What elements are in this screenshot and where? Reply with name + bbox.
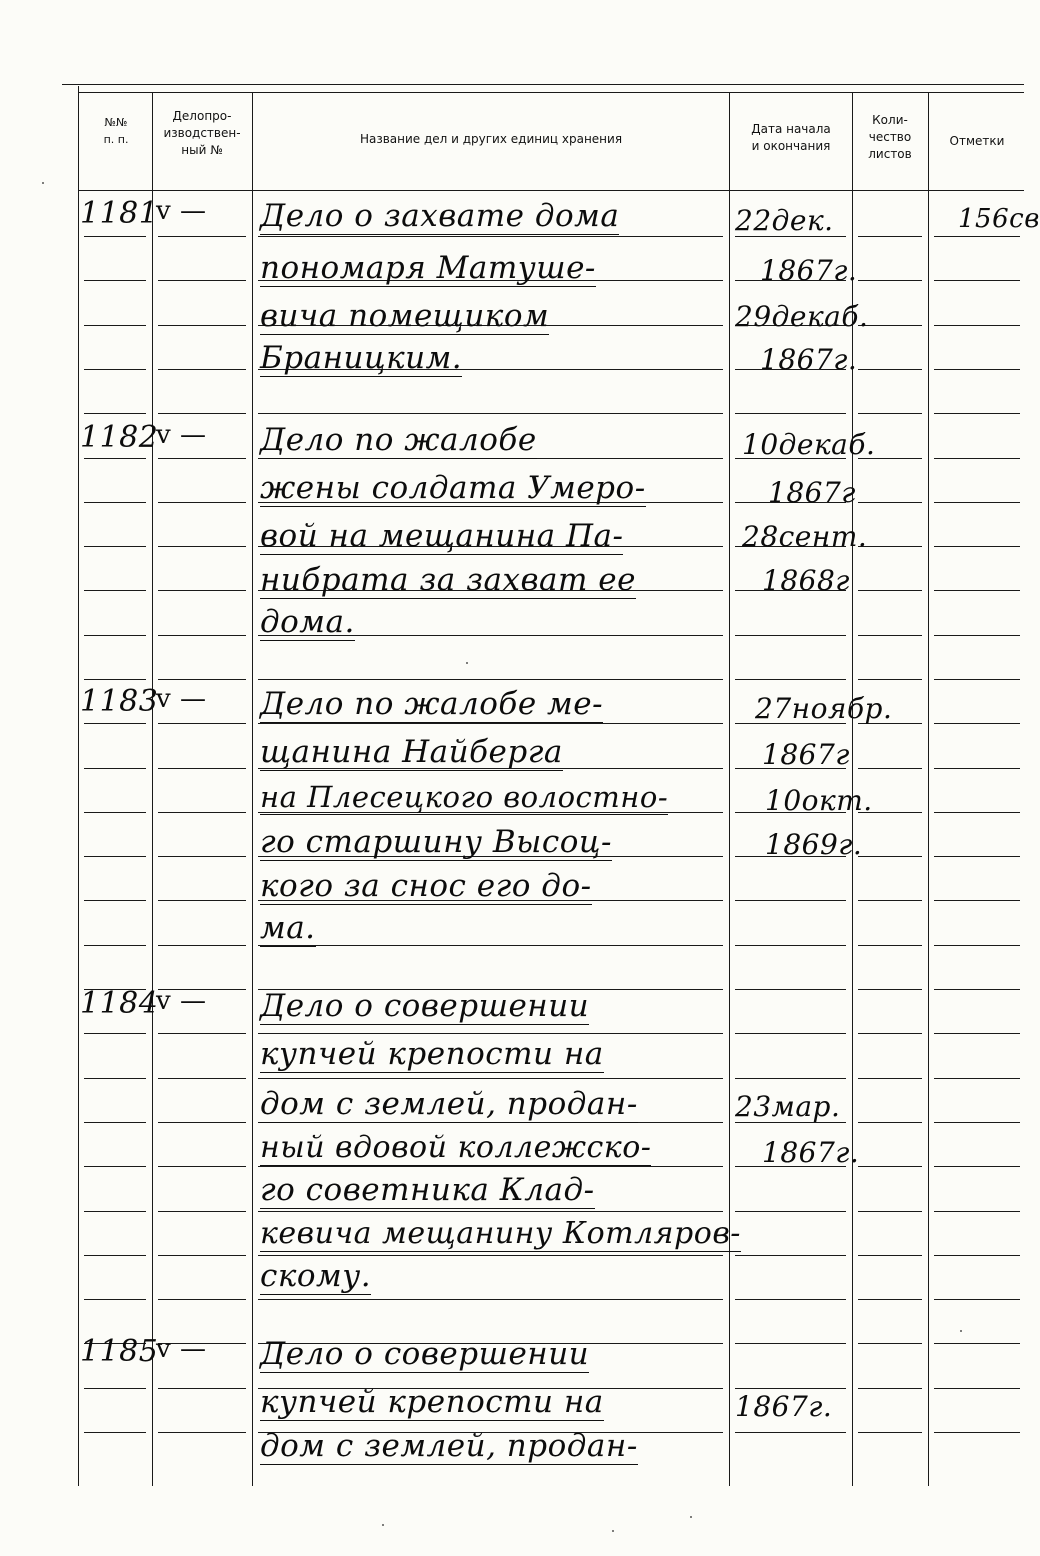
ruled-line	[258, 1255, 723, 1256]
record-date: 10декаб.	[742, 428, 876, 461]
ruled-line	[858, 768, 922, 769]
record-date: 22дек.	[735, 204, 834, 237]
ruled-line	[858, 635, 922, 636]
ruled-line	[158, 1388, 246, 1389]
record-title-line: го советника Клад-	[260, 1172, 595, 1208]
ruled-line	[735, 1078, 846, 1079]
record-number: 1181	[80, 196, 159, 231]
ruled-line	[858, 369, 922, 370]
ruled-line	[158, 812, 246, 813]
ruled-line	[258, 413, 723, 414]
ruled-line	[934, 1033, 1020, 1034]
ruled-line	[858, 679, 922, 680]
ruled-line	[934, 1122, 1020, 1123]
ruled-line	[858, 1211, 922, 1212]
ruled-line	[858, 590, 922, 591]
ruled-line	[158, 723, 246, 724]
ruled-line	[84, 856, 146, 857]
ruled-line	[735, 945, 846, 946]
ruled-line	[934, 768, 1020, 769]
ruled-line	[934, 1299, 1020, 1300]
ruled-line	[158, 768, 246, 769]
ruled-line	[158, 369, 246, 370]
scan-speck	[42, 182, 44, 184]
ruled-line	[735, 1343, 846, 1344]
ruled-line	[934, 369, 1020, 370]
record-title-line: ный вдовой коллежско-	[260, 1130, 652, 1165]
record-title-line: Дело о захвате дома	[260, 198, 620, 234]
record-date: 10окт.	[765, 784, 873, 817]
ruled-line	[934, 1343, 1020, 1344]
record-date: 28сент.	[742, 520, 868, 553]
ruled-line	[858, 1078, 922, 1079]
col-divider-5	[928, 92, 929, 1486]
record-title-line: ма.	[260, 910, 316, 946]
ruled-line	[84, 1432, 146, 1433]
header-bottom-border	[78, 190, 1024, 191]
ruled-line	[858, 1299, 922, 1300]
ruled-line	[858, 1166, 922, 1167]
ruled-line	[158, 590, 246, 591]
record-title-line: дома.	[260, 604, 355, 640]
ruled-line	[84, 723, 146, 724]
record-title-line: нибрата за захват ее	[260, 562, 636, 598]
ruled-line	[84, 1122, 146, 1123]
ruled-line	[158, 502, 246, 503]
record-number: 1185	[80, 1334, 159, 1369]
ruled-line	[934, 458, 1020, 459]
ruled-line	[84, 236, 146, 237]
record-date: 1869г.	[765, 828, 863, 861]
ruled-line	[858, 1343, 922, 1344]
ruled-line	[158, 546, 246, 547]
ruled-line	[158, 1255, 246, 1256]
col-divider-2	[252, 92, 253, 1486]
record-title-line: жены солдата Умеро-	[260, 470, 646, 506]
record-date: 1868г	[762, 564, 850, 597]
record-number: 1182	[80, 420, 159, 455]
record-title-line: пономаря Матуше-	[260, 250, 596, 286]
ruled-line	[84, 369, 146, 370]
ruled-line	[84, 768, 146, 769]
ruled-line	[84, 1078, 146, 1079]
ruled-line	[934, 1255, 1020, 1256]
record-number: 1184	[80, 986, 159, 1021]
header-col-office-number: Делопро- изводствен- ный №	[163, 109, 241, 157]
ruled-line	[158, 1033, 246, 1034]
ruled-line	[84, 458, 146, 459]
header-col-number: №№ п. п.	[103, 116, 129, 146]
ruled-line	[158, 325, 246, 326]
ruled-line	[258, 1166, 723, 1167]
ruled-line	[735, 635, 846, 636]
ruled-line	[934, 1211, 1020, 1212]
ruled-line	[84, 502, 146, 503]
ruled-line	[258, 1299, 723, 1300]
scan-speck	[612, 1530, 614, 1532]
col-divider-3	[729, 92, 730, 1486]
record-number: 1183	[80, 684, 159, 719]
record-title-line: вича помещиком	[260, 298, 550, 334]
record-title-line: дом с землей, продан-	[260, 1086, 638, 1122]
ruled-line	[258, 1211, 723, 1212]
ruled-line	[84, 413, 146, 414]
record-office-mark: v —	[156, 420, 207, 450]
ruled-line	[84, 325, 146, 326]
ruled-line	[258, 679, 723, 680]
ruled-line	[735, 1211, 846, 1212]
ruled-line	[158, 413, 246, 414]
record-title-line: на Плесецкого волостно-	[260, 780, 669, 814]
record-title-line: кевича мещанину Котляров-	[260, 1216, 741, 1251]
ruled-line	[934, 325, 1020, 326]
record-title-line: купчей крепости на	[260, 1036, 604, 1072]
ruled-line	[158, 1432, 246, 1433]
ruled-line	[84, 635, 146, 636]
scan-speck	[382, 1524, 384, 1526]
record-title-line: Дело о совершении	[260, 988, 590, 1024]
ruled-line	[934, 1166, 1020, 1167]
ruled-line	[258, 945, 723, 946]
ruled-line	[858, 856, 922, 857]
ruled-line	[934, 900, 1020, 901]
record-office-mark: v —	[156, 1334, 207, 1364]
ruled-line	[84, 546, 146, 547]
ruled-line	[934, 590, 1020, 591]
ruled-line	[858, 945, 922, 946]
ruled-line	[84, 900, 146, 901]
ruled-line	[158, 679, 246, 680]
ruled-line	[158, 856, 246, 857]
header-col-sheets: Коли- чество листов	[868, 113, 912, 161]
record-date: 1867г.	[760, 343, 858, 376]
ruled-line	[158, 1166, 246, 1167]
scan-speck	[466, 662, 468, 664]
ruled-line	[158, 458, 246, 459]
ruled-line	[934, 945, 1020, 946]
header-col-title: Название дел и других единиц хранения	[359, 132, 623, 146]
header-col-dates: Дата начала и окончания	[751, 122, 831, 153]
ruled-line	[735, 413, 846, 414]
ruled-line	[84, 1033, 146, 1034]
ruled-line	[858, 236, 922, 237]
ruled-line	[858, 1033, 922, 1034]
ruled-line	[158, 1299, 246, 1300]
ruled-line	[158, 280, 246, 281]
record-title-line: скому.	[260, 1258, 372, 1294]
ruled-line	[158, 1078, 246, 1079]
ruled-line	[934, 1432, 1020, 1433]
table-top-border-inner	[78, 92, 1024, 93]
ruled-line	[735, 1255, 846, 1256]
ruled-line	[858, 413, 922, 414]
record-title-line: щанина Найберга	[260, 734, 563, 770]
record-title-line: кого за снос его до-	[260, 868, 592, 904]
ruled-line	[858, 1122, 922, 1123]
ruled-line	[735, 1299, 846, 1300]
ruled-line	[84, 1166, 146, 1167]
ruled-line	[84, 1299, 146, 1300]
record-date: 1867г.	[735, 1390, 833, 1423]
ruled-line	[858, 1388, 922, 1389]
ruled-line	[735, 900, 846, 901]
ruled-line	[735, 989, 846, 990]
ruled-line	[858, 900, 922, 901]
ruled-line	[84, 280, 146, 281]
ruled-line	[934, 635, 1020, 636]
ruled-line	[858, 989, 922, 990]
ruled-line	[158, 945, 246, 946]
record-office-mark: v —	[156, 986, 207, 1016]
ruled-line	[158, 635, 246, 636]
ruled-line	[84, 590, 146, 591]
scan-speck	[690, 1516, 692, 1518]
left-border	[78, 86, 79, 1486]
ruled-line	[934, 546, 1020, 547]
ruled-line	[158, 236, 246, 237]
record-date: 29декаб.	[735, 300, 869, 333]
record-title-line: вой на мещанина Па-	[260, 518, 624, 554]
record-office-mark: v —	[156, 684, 207, 714]
ruled-line	[735, 679, 846, 680]
record-title-line: го старшину Высоц-	[260, 824, 613, 860]
ruled-line	[735, 1033, 846, 1034]
record-date: 1867г.	[762, 1136, 860, 1169]
ruled-line	[934, 812, 1020, 813]
ruled-line	[934, 280, 1020, 281]
record-title-line: Дело по жалобе	[260, 422, 537, 458]
ruled-line	[934, 723, 1020, 724]
ruled-line	[158, 1211, 246, 1212]
ruled-line	[934, 679, 1020, 680]
record-title-line: Дело по жалобе ме-	[260, 686, 604, 722]
ruled-line	[258, 723, 723, 724]
record-title-line: купчей крепости на	[260, 1384, 604, 1420]
ruled-line	[735, 1388, 846, 1389]
ruled-line	[934, 236, 1020, 237]
ruled-line	[858, 502, 922, 503]
record-title-line: Дело о совершении	[260, 1336, 590, 1372]
ruled-line	[858, 280, 922, 281]
ruled-line	[258, 236, 723, 237]
ruled-line	[735, 1432, 846, 1433]
ruled-line	[84, 1388, 146, 1389]
ruled-line	[934, 413, 1020, 414]
col-divider-1	[152, 92, 153, 1486]
ruled-line	[934, 1078, 1020, 1079]
record-office-mark: v —	[156, 196, 207, 226]
record-title-line: дом с землей, продан-	[260, 1428, 638, 1464]
ruled-line	[84, 812, 146, 813]
ruled-line	[858, 1432, 922, 1433]
ruled-line	[258, 1033, 723, 1034]
ruled-line	[84, 1211, 146, 1212]
record-date: 1867г.	[760, 254, 858, 287]
ruled-line	[934, 989, 1020, 990]
header-col-notes: Отметки	[949, 134, 1005, 148]
ruled-line	[84, 679, 146, 680]
ruled-line	[934, 502, 1020, 503]
ruled-line	[934, 856, 1020, 857]
ruled-line	[858, 1255, 922, 1256]
ruled-line	[84, 945, 146, 946]
table-top-border	[62, 84, 1024, 85]
ruled-line	[858, 546, 922, 547]
record-note: 156св	[958, 204, 1040, 234]
ruled-line	[84, 1255, 146, 1256]
ruled-line	[158, 900, 246, 901]
ruled-line	[258, 1078, 723, 1079]
record-date: 1867г	[768, 476, 856, 509]
record-date: 27ноябр.	[755, 692, 893, 725]
record-date: 1867г	[762, 738, 850, 771]
scan-speck	[960, 1330, 962, 1332]
ruled-line	[934, 1388, 1020, 1389]
record-date: 23мар.	[735, 1090, 841, 1123]
record-title-line: Браницким.	[260, 340, 463, 376]
ruled-line	[158, 1122, 246, 1123]
